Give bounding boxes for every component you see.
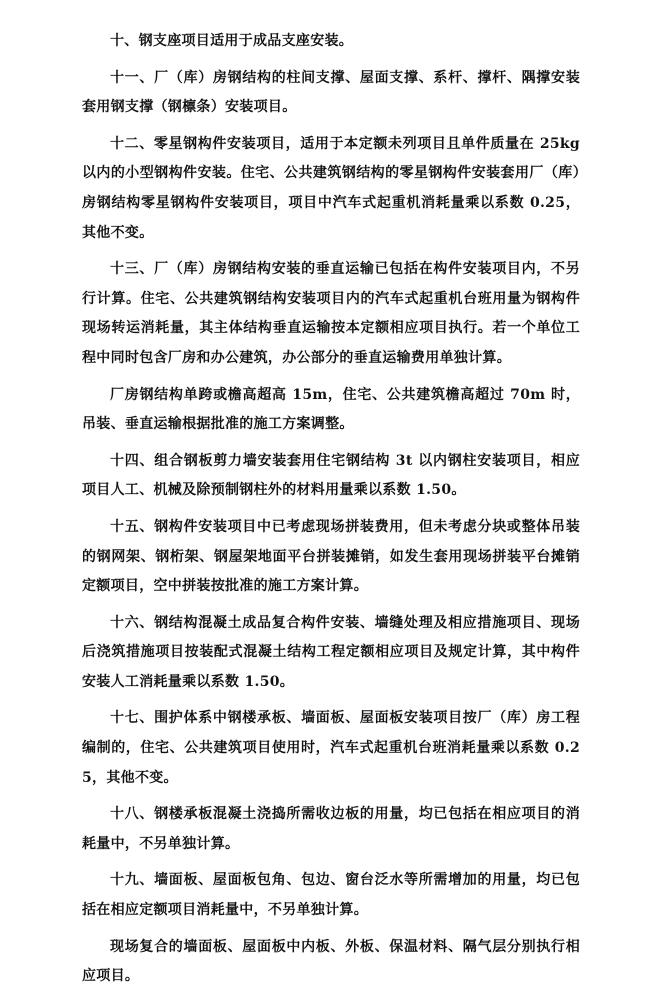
clause-16-paragraph: 十六、钢结构混凝土成品复合构件安装、墙缝处理及相应措施项目、现场后浇筑措施项目按装配式混凝土结构工程定额相应项目及规定计算，其中构件安装人工消耗量乘以系数 1.50。 [82, 614, 580, 690]
clause-19-note-paragraph: 现场复合的墙面板、屋面板中内板、外板、保温材料、隔气层分别执行相应项目。 [82, 938, 580, 985]
clause-14-paragraph: 十四、组合钢板剪力墙安装套用住宅钢结构 3t 以内钢柱安装项目，相应项目人工、机械及除预制钢柱外的材料用量乘以系数 1.50。 [82, 452, 580, 499]
clause-17-paragraph: 十七、围护体系中钢楼承板、墙面板、屋面板安装项目按厂（库）房工程编制的，住宅、公共建筑项目使用时，汽车式起重机台班消耗量乘以系数 0.25，其他不变。 [82, 710, 580, 786]
clause-15-paragraph: 十五、钢构件安装项目中已考虑现场拼装费用，但未考虑分块或整体吊装的钢网架、钢桁架、钢屋架地面平台拼装摊销，如发生套用现场拼装平台摊销定额项目，空中拼装按批准的施工方案计算。 [82, 518, 580, 595]
clause-19-paragraph: 十九、墙面板、屋面板包角、包边、窗台泛水等所需增加的用量，均已包括在相应定额项目消耗量中，不另单独计算。 [82, 872, 580, 919]
clause-10-paragraph: 十、钢支座项目适用于成品支座安装。 [110, 33, 354, 49]
clause-11-paragraph: 十一、厂（库）房钢结构的柱间支撑、屋面支撑、系杆、撑杆、隅撑安装套用钢支撑（钢檩条）安装项目。 [82, 69, 580, 116]
clause-12-paragraph: 十二、零星钢构件安装项目，适用于本定额未列项目且单件质量在 25kg 以内的小型钢构件安装。住宅、公共建筑钢结构的零星钢构件安装套用厂（库）房钢结构零星钢构件安装项目，项目中汽车式起重机消耗量乘以系数 0.25，其他不变。 [82, 135, 580, 241]
clause-13-note-paragraph: 厂房钢结构单跨或檐高超高 15m，住宅、公共建筑檐高超过 70m 时，吊装、垂直运输根据批准的施工方案调整。 [82, 386, 580, 433]
clause-18-paragraph: 十八、钢楼承板混凝土浇捣所需收边板的用量，均已包括在相应项目的消耗量中，不另单独计算。 [82, 806, 580, 852]
clause-13-paragraph: 十三、厂（库）房钢结构安装的垂直运输已包括在构件安装项目内，不另行计算。住宅、公共建筑钢结构安装项目内的汽车式起重机台班用量为钢构件现场转运消耗量，其主体结构垂直运输按本定额相应项目执行。若一个单位工程中同时包含厂房和办公建筑，办公部分的垂直运输费用单独计算。 [82, 261, 580, 366]
